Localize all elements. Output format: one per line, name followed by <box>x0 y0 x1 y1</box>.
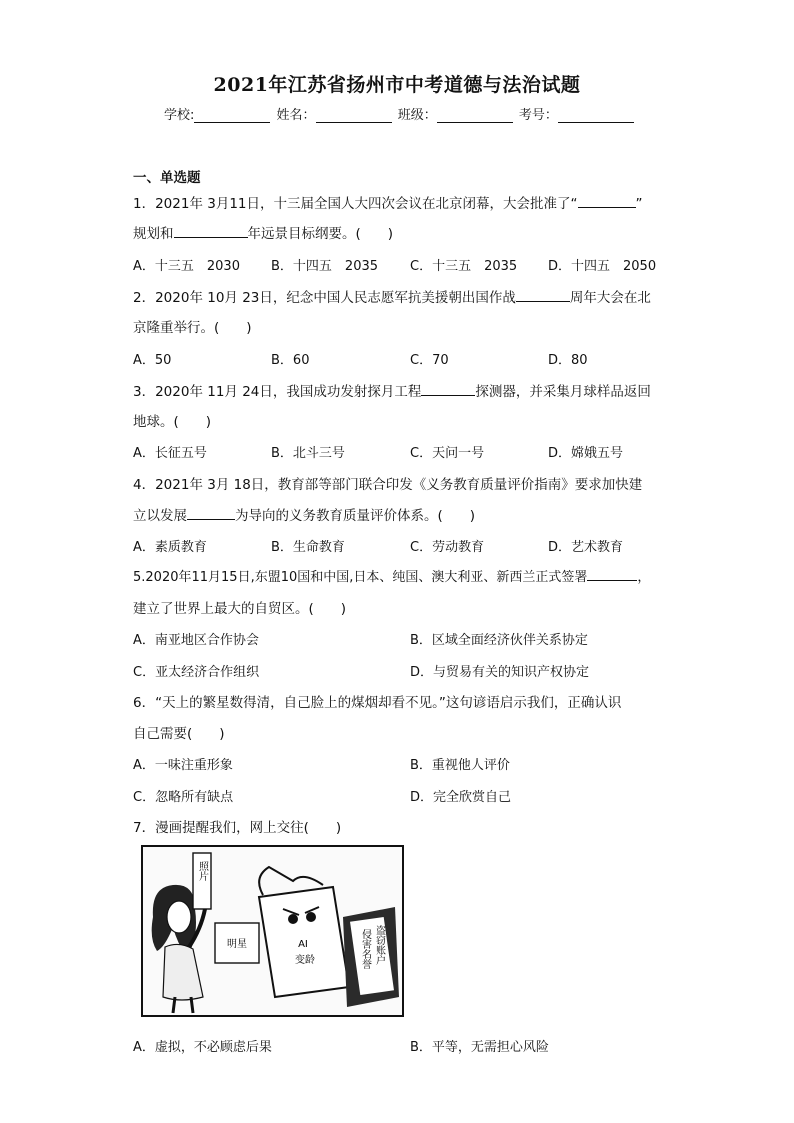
answer-blank <box>578 194 636 208</box>
number-field[interactable] <box>558 108 634 123</box>
infringe-label: 侵害名誉 <box>359 929 371 969</box>
option-d[interactable]: D．嫦娥五号 <box>548 446 624 461</box>
option-c[interactable]: C．70 <box>410 353 449 368</box>
option-c[interactable]: C．天问一号 <box>410 446 485 461</box>
class-label: 班级： <box>397 108 437 123</box>
school-field[interactable] <box>194 108 270 123</box>
option-d[interactable]: D．十四五 2050 <box>548 259 657 274</box>
number-label: 考号： <box>518 108 558 123</box>
age-label: 变龄 <box>295 955 315 966</box>
question-7-line-1: 7．漫画提醒我们，网上交往( ) <box>133 820 342 836</box>
woman-body <box>163 944 203 1000</box>
option-a[interactable]: A．南亚地区合作协会 <box>133 633 259 648</box>
question-5-line-2: 建立了世界上最大的自贸区。( ) <box>133 601 347 617</box>
cartoon-image <box>141 845 404 1017</box>
option-a[interactable]: A．素质教育 <box>133 540 207 555</box>
class-field[interactable] <box>437 108 513 123</box>
question-4-line-2: 立以发展 为导向的义务教育质量评价体系。( ) <box>133 508 476 524</box>
question-1-line-2: 规划和 年远景目标纲要。( ) <box>133 226 394 242</box>
cartoon-drawing <box>143 847 402 1015</box>
option-a[interactable]: A．长征五号 <box>133 446 207 461</box>
question-2-line-2: 京隆重举行。( ) <box>133 320 252 336</box>
question-5-line-1: 5.2020年11月15日,东盟10国和中国,日本、纯国、澳大利亚、新西兰正式签署 ， <box>133 566 650 585</box>
name-field[interactable] <box>316 108 392 123</box>
option-b[interactable]: B．生命教育 <box>271 540 345 555</box>
option-d[interactable]: D．与贸易有关的知识产权协定 <box>410 665 590 680</box>
answer-blank <box>421 382 475 396</box>
steal-label: 盗窃账户 <box>373 925 385 965</box>
option-b[interactable]: B．60 <box>271 353 310 368</box>
page-title: 2021年江苏省扬州市中考道德与法治试题 <box>213 74 581 96</box>
question-6-line-2: 自己需要( ) <box>133 726 225 742</box>
option-b[interactable]: B．平等，无需担心风险 <box>410 1040 549 1055</box>
woman-face <box>167 901 191 933</box>
question-4-line-1: 4．2021年 3月 18日，教育部等部门联合印发《义务教育质量评价指南》要求加快建 <box>133 477 643 493</box>
option-a[interactable]: A．50 <box>133 353 172 368</box>
answer-blank <box>587 567 637 581</box>
phone-eye <box>288 914 298 924</box>
option-a[interactable]: A．一味注重形象 <box>133 758 233 773</box>
ai-label: AI <box>298 939 308 950</box>
phone-eye <box>306 912 316 922</box>
option-c[interactable]: C．劳动教育 <box>410 540 485 555</box>
option-b[interactable]: B．区域全面经济伙伴关系协定 <box>410 633 588 648</box>
option-b[interactable]: B．重视他人评价 <box>410 758 510 773</box>
question-1-line-1: 1．2021年 3月11日，十三届全国人大四次会议在北京闭幕，大会批准了“ ” <box>133 196 643 212</box>
answer-blank <box>187 506 235 520</box>
student-info-line <box>164 104 636 123</box>
answer-blank <box>174 224 248 238</box>
school-label: 学校: <box>164 108 195 123</box>
star-label: 明星 <box>227 939 247 950</box>
question-6-line-1: 6．“天上的繁星数得清，自己脸上的煤烟却看不见。”这句谚语启示我们，正确认识 <box>133 695 622 711</box>
option-a[interactable]: A．虚拟，不必顾虑后果 <box>133 1040 272 1055</box>
option-c[interactable]: C．十三五 2035 <box>410 259 518 274</box>
photo-label: 照片 <box>196 861 208 881</box>
question-3-line-1: 3．2020年 11月 24日，我国成功发射探月工程 探测器，并采集月球样品返回 <box>133 384 651 400</box>
option-c[interactable]: C．亚太经济合作组织 <box>133 665 260 680</box>
question-2-line-1: 2．2020年 10月 23日，纪念中国人民志愿军抗美援朝出国作战 周年大会在北 <box>133 290 651 306</box>
name-label: 姓名： <box>276 108 316 123</box>
answer-blank <box>516 288 570 302</box>
option-d[interactable]: D．80 <box>548 353 588 368</box>
option-b[interactable]: B．十四五 2035 <box>271 259 379 274</box>
option-d[interactable]: D．完全欣赏自己 <box>410 790 512 805</box>
option-b[interactable]: B．北斗三号 <box>271 446 345 461</box>
option-d[interactable]: D．艺术教育 <box>548 540 624 555</box>
section-title: 一、单选题 <box>133 170 201 186</box>
question-3-line-2: 地球。( ) <box>133 414 212 430</box>
option-c[interactable]: C．忽略所有缺点 <box>133 790 234 805</box>
option-a[interactable]: A．十三五 2030 <box>133 259 240 274</box>
